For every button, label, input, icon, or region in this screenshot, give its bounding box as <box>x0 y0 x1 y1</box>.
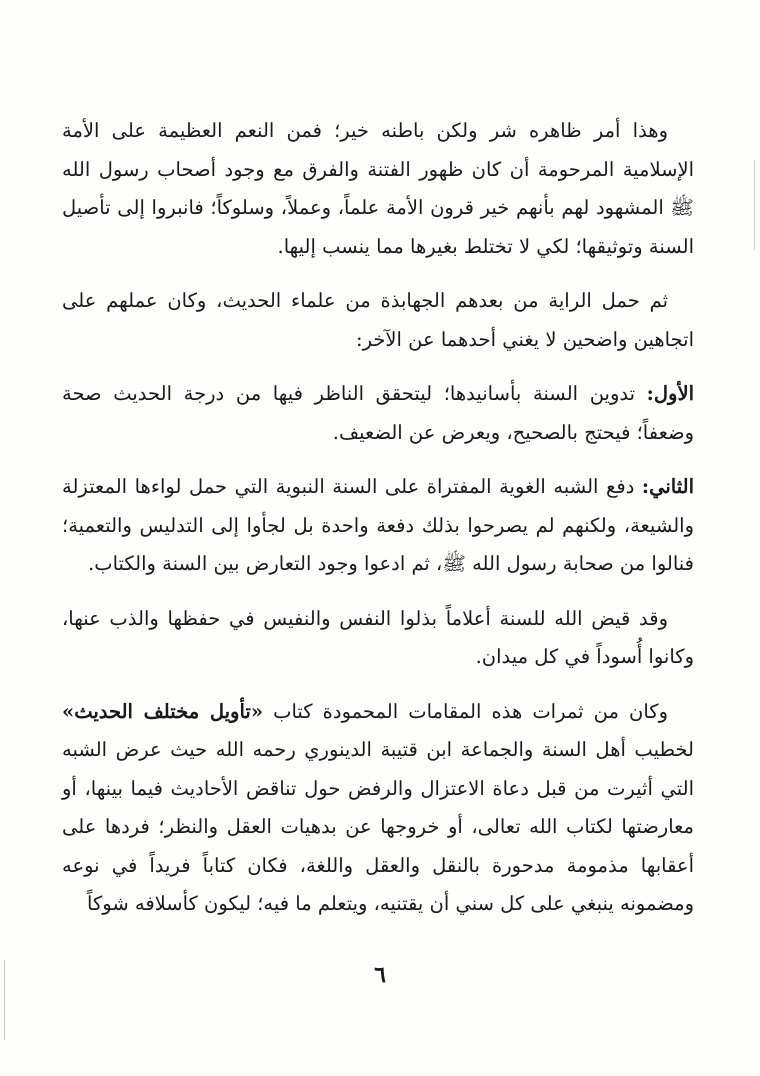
paragraph-text: وكان من ثمرات هذه المقامات المحمودة كتاب «تأويل مختلف الحديث» لخطيب أهل السنة والجماعة ابن قتيبة الدينوري رحمه الله حيث عرض الشبه التي أثيرت من قبل دعاة الاعتزال والرفض حول تناقض الأحاديث فيما بينها، أو معارضتها لكتاب الله تعالى، أو خروجها عن بدهيات العقل والنظر؛ فردها على أعقابها مذمومة مدحورة بالنقل والعقل واللغة، فكان كتاباً فريداً في نوعه ومضمونه ينبغي على كل سني أن يقتنيه، ويتعلم ما فيه؛ ليكون كأسلافه شوكاً <box>62 699 694 915</box>
paragraph-intro <box>62 112 694 266</box>
body-text <box>62 112 694 940</box>
paragraph-text: وقد قيض الله للسنة أعلاماً بذلوا النفس والنفيس في حفظها والذب عنها، وكانوا أُسوداً في كل ميدان. <box>62 606 694 668</box>
paragraph-defenders <box>62 600 694 677</box>
paragraph-text: دفع الشبه الغوية المفتراة على السنة النبوية التي حمل لواءها المعتزلة والشيعة، ولكنهم لم يصرحوا بذلك دفعة واحدة بل لجأوا إلى التدليس والتعمية؛ فنالوا من صحابة رسول الله ﷺ، ثم ادعوا وجود التعارض بين السنة والكتاب. <box>62 475 694 575</box>
paragraph-second-direction <box>62 468 694 584</box>
paragraph-text: ثم حمل الراية من بعدهم الجهابذة من علماء الحديث، وكان عملهم على اتجاهين واضحين لا يغني أحدهما عن الآخر: <box>62 289 694 351</box>
paragraph-book <box>62 693 694 924</box>
paragraph-first-direction <box>62 375 694 452</box>
page-number: ٦ <box>374 962 386 988</box>
paragraph-text: وهذا أمر ظاهره شر ولكن باطنه خير؛ فمن النعم العظيمة على الأمة الإسلامية المرحومة أن كان ظهور الفتنة والفرق مع وجود أصحاب رسول الله ﷺ المشهود لهم بأنهم خير قرون الأمة علماً، وعملاً، وسلوكاً؛ فانبروا إلى تأصيل السنة وتوثيقها؛ لكي لا تختلط بغيرها مما ينسب إليها. <box>62 119 694 258</box>
paragraph-label: الثاني: <box>641 475 694 498</box>
paragraph-text: تدوين السنة بأسانيدها؛ ليتحقق الناظر فيها من درجة الحديث صحة وضعفاً؛ فيحتج بالصحيح، ويعرض عن الضعيف. <box>62 382 694 444</box>
paragraph-label: الأول: <box>646 382 694 405</box>
paragraph-scholars <box>62 282 694 359</box>
book-title: «تأويل مختلف الحديث» <box>62 699 264 723</box>
page-edge-mark <box>754 160 755 250</box>
